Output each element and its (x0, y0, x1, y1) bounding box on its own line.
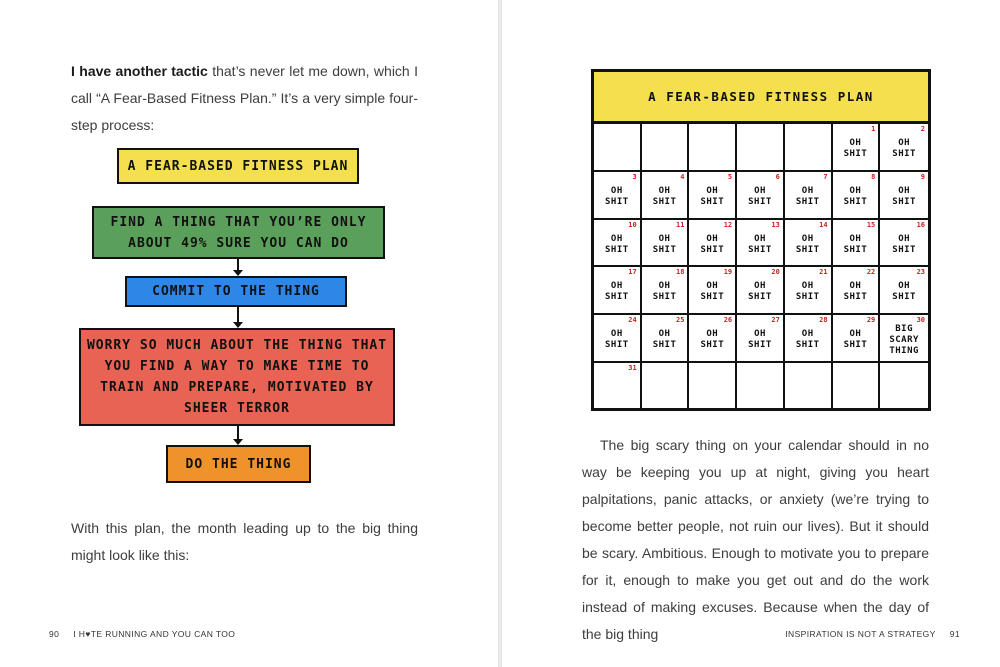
flowchart-arrow-1 (237, 259, 239, 272)
calendar-cell (642, 124, 690, 172)
calendar-cell (594, 363, 642, 411)
calendar-cell-text: OH SHIT (892, 281, 916, 303)
calendar-day-number: 15 (866, 220, 876, 229)
calendar-cell (642, 172, 690, 220)
calendar-cell (642, 363, 690, 411)
calendar-cell (594, 267, 642, 315)
calendar-day-number: 26 (723, 316, 733, 325)
flowchart-step-4 (166, 445, 311, 483)
calendar-cell-text: OH SHIT (843, 185, 868, 207)
calendar-cell (785, 267, 833, 315)
calendar-cell (689, 220, 737, 268)
calendar-cell-text: OH SHIT (843, 329, 868, 351)
calendar-cell (737, 315, 785, 363)
calendar-cell (833, 363, 881, 411)
calendar-day-number: 21 (819, 268, 828, 277)
intro-paragraph (71, 58, 418, 139)
calendar-cell (880, 363, 928, 411)
calendar-day-number: 17 (628, 268, 637, 277)
calendar-cell-text: OH SHIT (605, 185, 629, 207)
running-head-right: INSPIRATION IS NOT A STRATEGY (785, 629, 936, 639)
calendar-day-number: 12 (723, 220, 733, 229)
calendar-cell (880, 172, 928, 220)
flowchart-step-2-text: COMMIT TO THE THING (152, 284, 320, 299)
calendar-cell-text: OH SHIT (748, 281, 772, 303)
calendar-cell-text: OH SHIT (843, 281, 868, 303)
calendar-cell (737, 172, 785, 220)
calendar-cell-text: OH SHIT (652, 329, 677, 351)
calendar-day-number: 19 (723, 268, 733, 277)
calendar-day-number: 13 (771, 220, 780, 229)
calendar-cell (594, 315, 642, 363)
calendar-cell-text: BIG SCARY THING (889, 323, 919, 356)
calendar-day-number: 16 (916, 220, 925, 229)
calendar-cell-text: OH SHIT (652, 185, 677, 207)
flowchart-arrow-2 (237, 307, 239, 324)
calendar-cell-text: OH SHIT (700, 185, 725, 207)
calendar-cell (785, 363, 833, 411)
calendar-cell-text: OH SHIT (795, 281, 820, 303)
calendar-cell-text: OH SHIT (843, 137, 868, 159)
intro-bold-lead: I have another tactic (71, 63, 208, 79)
calendar-cell (880, 267, 928, 315)
calendar-cell (642, 315, 690, 363)
calendar-cell (833, 315, 881, 363)
calendar-day-number: 4 (680, 172, 685, 181)
flowchart-step-4-text: DO THE THING (185, 456, 292, 472)
calendar-day-number: 27 (771, 316, 780, 325)
outro-paragraph: With this plan, the month leading up to the big thing might look like this: (71, 520, 418, 563)
left-page (0, 0, 498, 667)
calendar-day-number: 2 (920, 125, 925, 133)
calendar-day-number: 3 (632, 172, 637, 181)
calendar-day-number: 28 (819, 316, 828, 325)
calendar-cell-text: OH SHIT (605, 233, 629, 255)
calendar-cell-text: OH SHIT (700, 329, 725, 351)
calendar-cell-text: OH SHIT (892, 185, 916, 207)
calendar-cell (737, 267, 785, 315)
calendar-cell-text: OH SHIT (892, 137, 916, 159)
calendar-cell-text: OH SHIT (748, 233, 772, 255)
calendar-day-number: 6 (775, 172, 780, 181)
calendar-day-number: 9 (920, 172, 925, 181)
calendar-day-number: 14 (819, 220, 828, 229)
running-head-left: I H♥TE RUNNING AND YOU CAN TOO (73, 629, 236, 639)
calendar-cell-text: OH SHIT (795, 329, 820, 351)
calendar-cell (737, 363, 785, 411)
calendar-grid (594, 124, 928, 411)
calendar-cell (833, 220, 881, 268)
calendar-day-number: 24 (628, 316, 637, 325)
calendar-cell-text: OH SHIT (605, 329, 629, 351)
calendar-cell (880, 124, 928, 172)
calendar-cell-text: OH SHIT (843, 233, 868, 255)
flowchart-step-3-text: WORRY SO MUCH ABOUT THE THING THAT YOU FIND A WAY TO MAKE TIME TO TRAIN AND PREPARE, MOTIVATED BY SHEER TERROR (86, 338, 388, 416)
calendar-day-number: 1 (871, 125, 876, 133)
footer-left (49, 629, 235, 639)
calendar-cell (737, 124, 785, 172)
calendar-day-number: 30 (916, 316, 925, 325)
calendar-day-number: 11 (675, 220, 685, 229)
calendar-cell (785, 124, 833, 172)
calendar-day-number: 29 (866, 316, 876, 325)
calendar-cell (594, 124, 642, 172)
calendar-day-number: 22 (866, 268, 876, 277)
flowchart-title: A FEAR-BASED FITNESS PLAN (127, 158, 349, 174)
right-body (582, 432, 929, 648)
calendar-cell-text: OH SHIT (700, 233, 725, 255)
calendar-cell (785, 172, 833, 220)
calendar-day-number: 23 (916, 268, 925, 277)
calendar-day-number: 5 (727, 172, 733, 181)
calendar-cell-text: OH SHIT (605, 281, 629, 303)
page-number-left: 90 (49, 629, 60, 639)
calendar-cell (833, 267, 881, 315)
calendar-day-number: 8 (871, 172, 876, 181)
calendar-cell (689, 363, 737, 411)
footer-right (785, 629, 960, 639)
calendar-cell (880, 220, 928, 268)
calendar-cell-text: OH SHIT (748, 185, 772, 207)
calendar-cell-text: OH SHIT (795, 185, 820, 207)
calendar-cell (689, 172, 737, 220)
calendar-cell (689, 315, 737, 363)
flowchart-step-1-text: FIND A THING THAT YOU’RE ONLY ABOUT 49% SURE YOU CAN DO (110, 214, 367, 251)
calendar-day-number: 20 (771, 268, 780, 277)
calendar-day-number: 10 (628, 220, 637, 229)
calendar-title: A FEAR-BASED FITNESS PLAN (648, 89, 874, 104)
fitness-calendar (591, 69, 931, 411)
calendar-cell (642, 267, 690, 315)
calendar-day-number: 18 (675, 268, 685, 277)
calendar-cell (594, 220, 642, 268)
flowchart-step-2 (125, 276, 347, 307)
calendar-cell (689, 124, 737, 172)
calendar-cell-text: OH SHIT (652, 233, 677, 255)
calendar-cell (833, 172, 881, 220)
calendar-cell (880, 315, 928, 363)
calendar-cell-text: OH SHIT (795, 233, 820, 255)
flowchart-arrow-3 (237, 426, 239, 441)
flowchart-step-3 (79, 328, 395, 426)
flowchart-title-box (117, 148, 359, 184)
calendar-cell-text: OH SHIT (700, 281, 725, 303)
right-page (502, 0, 1000, 667)
flowchart-step-1 (92, 206, 385, 259)
calendar-day-number: 31 (628, 364, 637, 373)
calendar-day-number: 25 (675, 316, 685, 325)
calendar-cell (642, 220, 690, 268)
calendar-cell (785, 315, 833, 363)
calendar-header (594, 72, 928, 124)
calendar-cell-text: OH SHIT (892, 233, 916, 255)
calendar-cell-text: OH SHIT (652, 281, 677, 303)
calendar-cell (785, 220, 833, 268)
right-paragraph: The big scary thing on your calendar should in no way be keeping you up at night, giving you heart palpitations, panic attacks, or anxiety (we’re trying to become better people, not ruin our lives). But it should be scary. Ambitious. Enough to motivate you to prepare for it, enough to make you get out and do the work instead of making excuses. Because when the day of the big thing (582, 437, 929, 642)
calendar-day-number: 7 (823, 172, 828, 181)
calendar-cell (833, 124, 881, 172)
calendar-cell (689, 267, 737, 315)
page-number-right: 91 (949, 629, 960, 639)
calendar-cell (737, 220, 785, 268)
intro-text: that’s never let me down, which I call “A Fear-Based Fitness Plan.” It’s a very simple four-step process: (71, 63, 418, 133)
calendar-cell (594, 172, 642, 220)
calendar-cell-text: OH SHIT (748, 329, 772, 351)
